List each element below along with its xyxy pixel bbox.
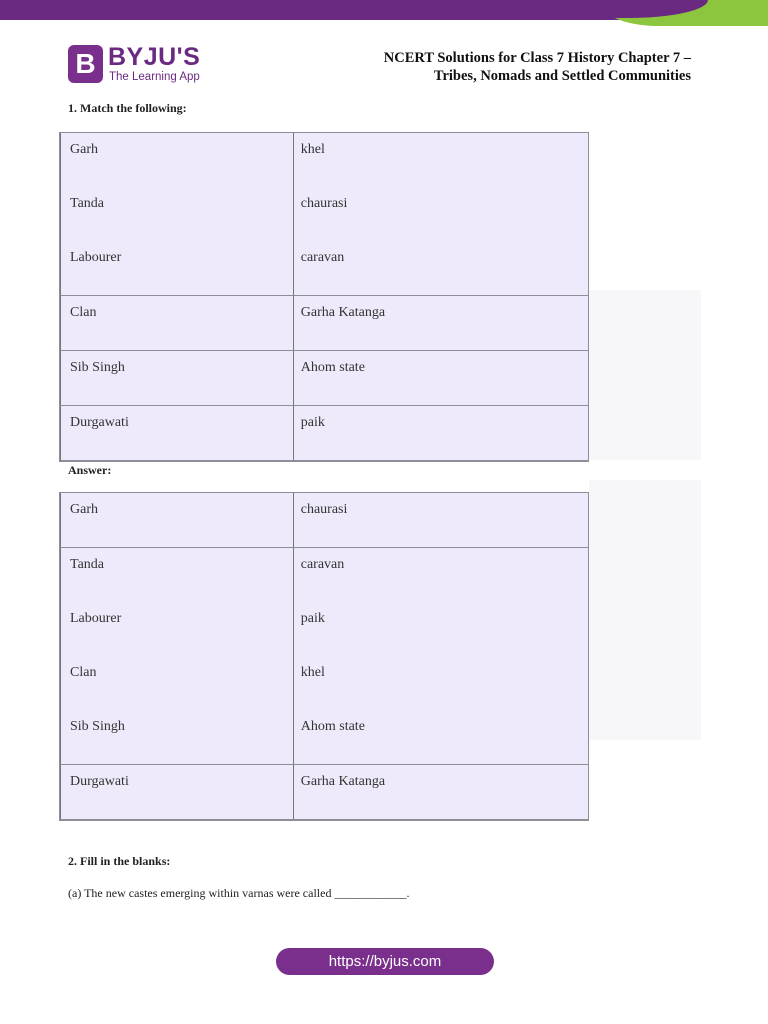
- table-cell-left: [60, 241, 293, 296]
- cell-text: Clan: [70, 665, 97, 680]
- table-cell-right: [293, 241, 588, 296]
- background-tint: [589, 480, 701, 740]
- table-cell-left: [60, 406, 293, 461]
- table-row: [60, 351, 588, 406]
- table-cell-right: [293, 406, 588, 461]
- table-cell-right: [293, 602, 588, 656]
- table-row: [60, 548, 588, 602]
- table-cell-left: [60, 656, 293, 710]
- question-1-heading: 1. Match the following:: [68, 101, 187, 115]
- table-row: [60, 187, 588, 241]
- cell-text: Garh: [70, 502, 98, 517]
- cell-text: Tanda: [70, 196, 105, 211]
- table-row: [60, 710, 588, 765]
- table-row: [60, 241, 588, 296]
- cell-text: Durgawati: [70, 415, 129, 430]
- table-cell-left: [60, 602, 293, 656]
- table-cell-left: [60, 296, 293, 351]
- document-title: [311, 49, 691, 85]
- question-2a-text: (a) The new castes emerging within varnas were called ____________.: [68, 886, 410, 900]
- cell-text: Ahom state: [300, 360, 365, 375]
- document-title-line1: NCERT Solutions for Class 7 History Chapter 7 –: [383, 50, 691, 66]
- table-cell-left: [60, 187, 293, 241]
- match-table-question: [59, 132, 589, 462]
- table-cell-left: [60, 133, 293, 187]
- table-cell-left: [60, 710, 293, 765]
- top-banner: [0, 0, 768, 26]
- cell-text: Labourer: [70, 250, 122, 265]
- cell-text: Durgawati: [70, 774, 129, 789]
- table-cell-right: [293, 133, 588, 187]
- cell-text: paik: [300, 611, 325, 626]
- cell-text: paik: [300, 415, 325, 430]
- cell-text: Clan: [70, 305, 97, 320]
- answer-label: Answer:: [68, 463, 112, 477]
- cell-text: Garh: [70, 142, 98, 157]
- cell-text: chaurasi: [300, 502, 348, 517]
- table-cell-right: [293, 187, 588, 241]
- cell-text: caravan: [300, 250, 345, 265]
- logo-name: BYJU'S: [108, 43, 201, 71]
- match-table-answer: [59, 492, 589, 821]
- table-cell-right: [293, 656, 588, 710]
- table-cell-right: [293, 765, 588, 820]
- table-cell-right: [293, 710, 588, 765]
- table-cell-left: [60, 548, 293, 602]
- logo-mark-icon: B: [68, 45, 103, 83]
- table-cell-left: [60, 493, 293, 548]
- cell-text: chaurasi: [300, 196, 348, 211]
- cell-text: Sib Singh: [70, 719, 125, 734]
- cell-text: caravan: [300, 557, 345, 572]
- footer-url-link[interactable]: https://byjus.com: [276, 948, 494, 975]
- cell-text: Labourer: [70, 611, 122, 626]
- cell-text: Ahom state: [300, 719, 365, 734]
- table-row: [60, 296, 588, 351]
- document-title-line2: Tribes, Nomads and Settled Communities: [433, 68, 691, 84]
- table-cell-right: [293, 493, 588, 548]
- table-cell-left: [60, 351, 293, 406]
- table-cell-left: [60, 765, 293, 820]
- table-row: [60, 602, 588, 656]
- table-row: [60, 765, 588, 820]
- table-cell-right: [293, 351, 588, 406]
- table-cell-right: [293, 548, 588, 602]
- background-tint: [589, 290, 701, 460]
- cell-text: Garha Katanga: [300, 305, 386, 320]
- table-row: [60, 493, 588, 548]
- logo-tagline: The Learning App: [109, 71, 200, 83]
- table-row: [60, 656, 588, 710]
- cell-text: khel: [300, 142, 325, 157]
- table-row: [60, 133, 588, 187]
- cell-text: khel: [300, 665, 325, 680]
- byjus-logo: [68, 45, 208, 87]
- cell-text: Tanda: [70, 557, 105, 572]
- cell-text: Garha Katanga: [300, 774, 386, 789]
- table-cell-right: [293, 296, 588, 351]
- question-2-heading: 2. Fill in the blanks:: [68, 854, 171, 868]
- cell-text: Sib Singh: [70, 360, 125, 375]
- table-row: [60, 406, 588, 461]
